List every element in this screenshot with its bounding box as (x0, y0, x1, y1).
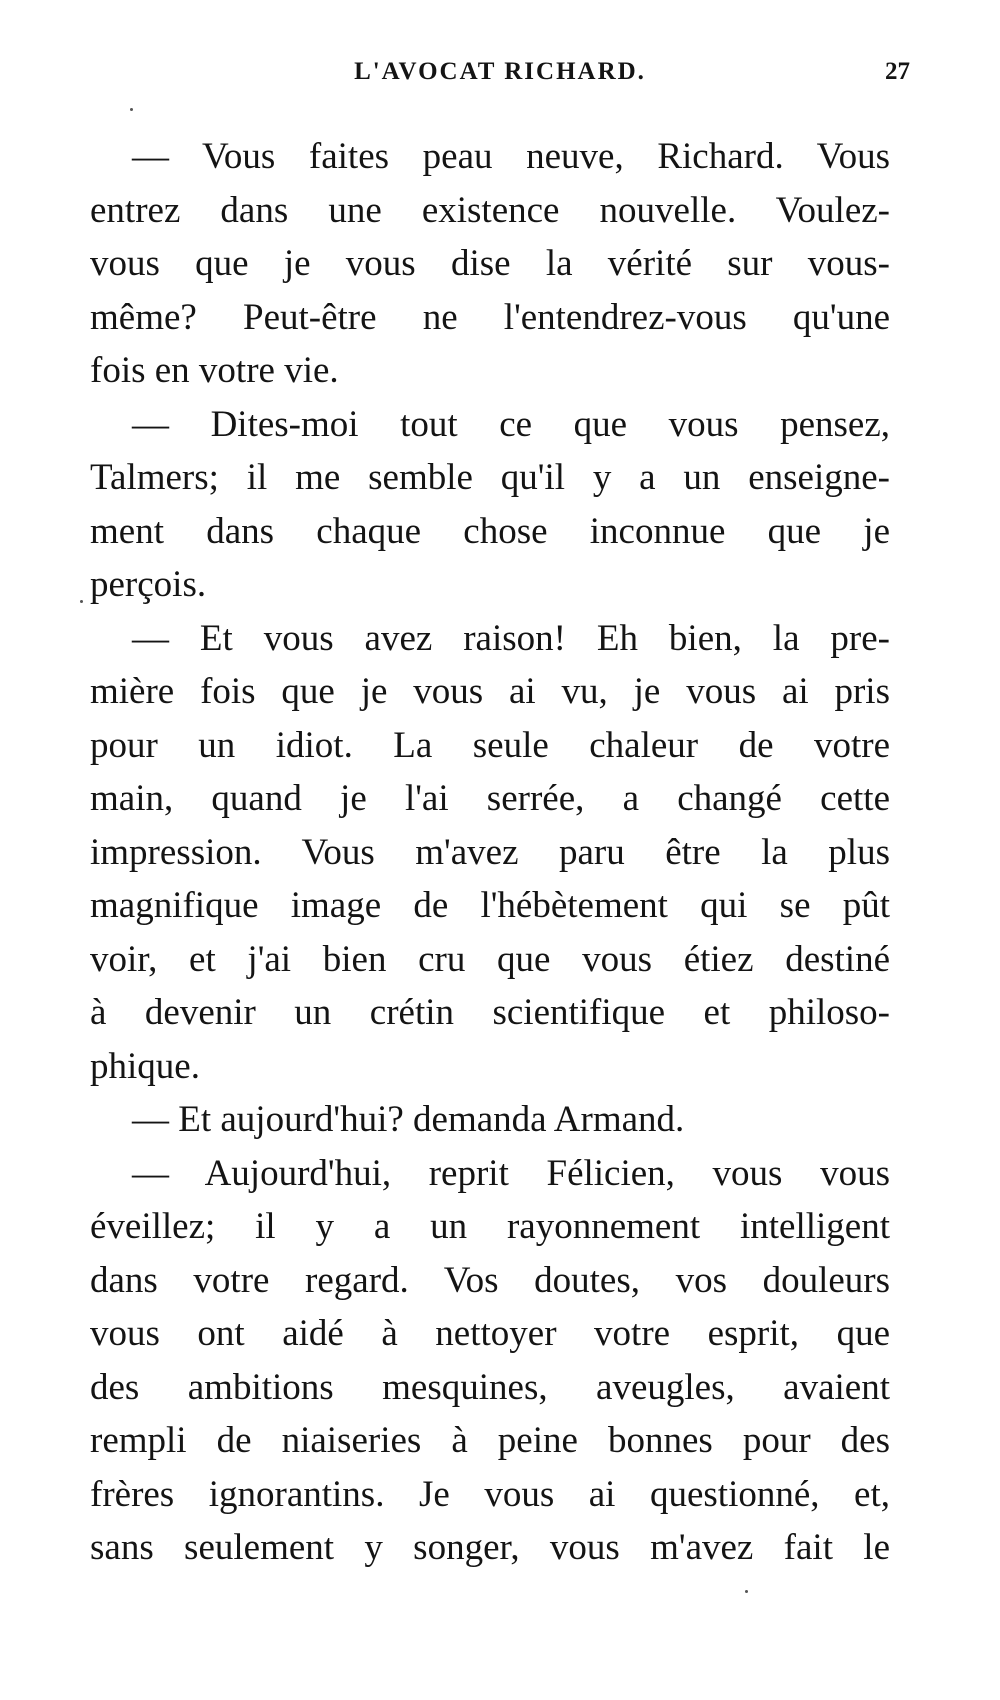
text-line: dans votre regard. Vos doutes, vos douleurs (90, 1259, 890, 1301)
text-line: fois en votre vie. (90, 350, 339, 391)
text-line: rempli de niaiseries à peine bonnes pour des (90, 1420, 890, 1461)
text-line: pour un idiot. La seule chaleur de votre (90, 724, 890, 766)
text-line: sans seulement y songer, vous m'avez fait le (90, 1527, 890, 1568)
text-line: — Dites-moi tout ce que vous pensez, (132, 403, 890, 445)
page-number: 27 (885, 58, 910, 85)
print-speck (80, 600, 83, 603)
print-speck (130, 108, 133, 111)
text-line: mière fois que je vous ai vu, je vous ai pris (90, 671, 890, 712)
text-line: magnifique image de l'hébètement qui se pût (90, 885, 890, 926)
text-line: main, quand je l'ai serrée, a changé cette (90, 778, 890, 819)
text-line: phique. (90, 1045, 200, 1087)
page-header (90, 58, 910, 98)
body-text (90, 130, 890, 1575)
text-line: frères ignorantins. Je vous ai questionné, et, (90, 1473, 890, 1515)
text-line: même? Peut-être ne l'entendrez-vous qu'une (90, 296, 890, 338)
text-line: Talmers; il me semble qu'il y a un enseigne- (90, 457, 890, 498)
text-line: entrez dans une existence nouvelle. Voulez- (90, 189, 890, 231)
text-line: ment dans chaque chose inconnue que je (90, 510, 890, 552)
text-line: des ambitions mesquines, aveugles, avaient (90, 1366, 890, 1408)
text-line: voir, et j'ai bien cru que vous étiez destiné (90, 938, 890, 980)
text-line: vous que je vous dise la vérité sur vous- (90, 243, 890, 284)
text-line: vous ont aidé à nettoyer votre esprit, que (90, 1313, 890, 1354)
text-line: impression. Vous m'avez paru être la plus (90, 831, 890, 873)
print-speck (745, 1590, 748, 1593)
text-line: — Et vous avez raison! Eh bien, la pre- (132, 617, 890, 659)
running-title: L'AVOCAT RICHARD. (354, 58, 646, 85)
text-line: — Et aujourd'hui? demanda Armand. (132, 1099, 685, 1140)
text-line: à devenir un crétin scientifique et philoso- (90, 992, 890, 1033)
text-line: perçois. (90, 564, 207, 605)
text-line: — Vous faites peau neuve, Richard. Vous (132, 136, 890, 177)
text-line: éveillez; il y a un rayonnement intelligent (90, 1206, 890, 1247)
text-line: — Aujourd'hui, reprit Félicien, vous vous (132, 1152, 890, 1194)
